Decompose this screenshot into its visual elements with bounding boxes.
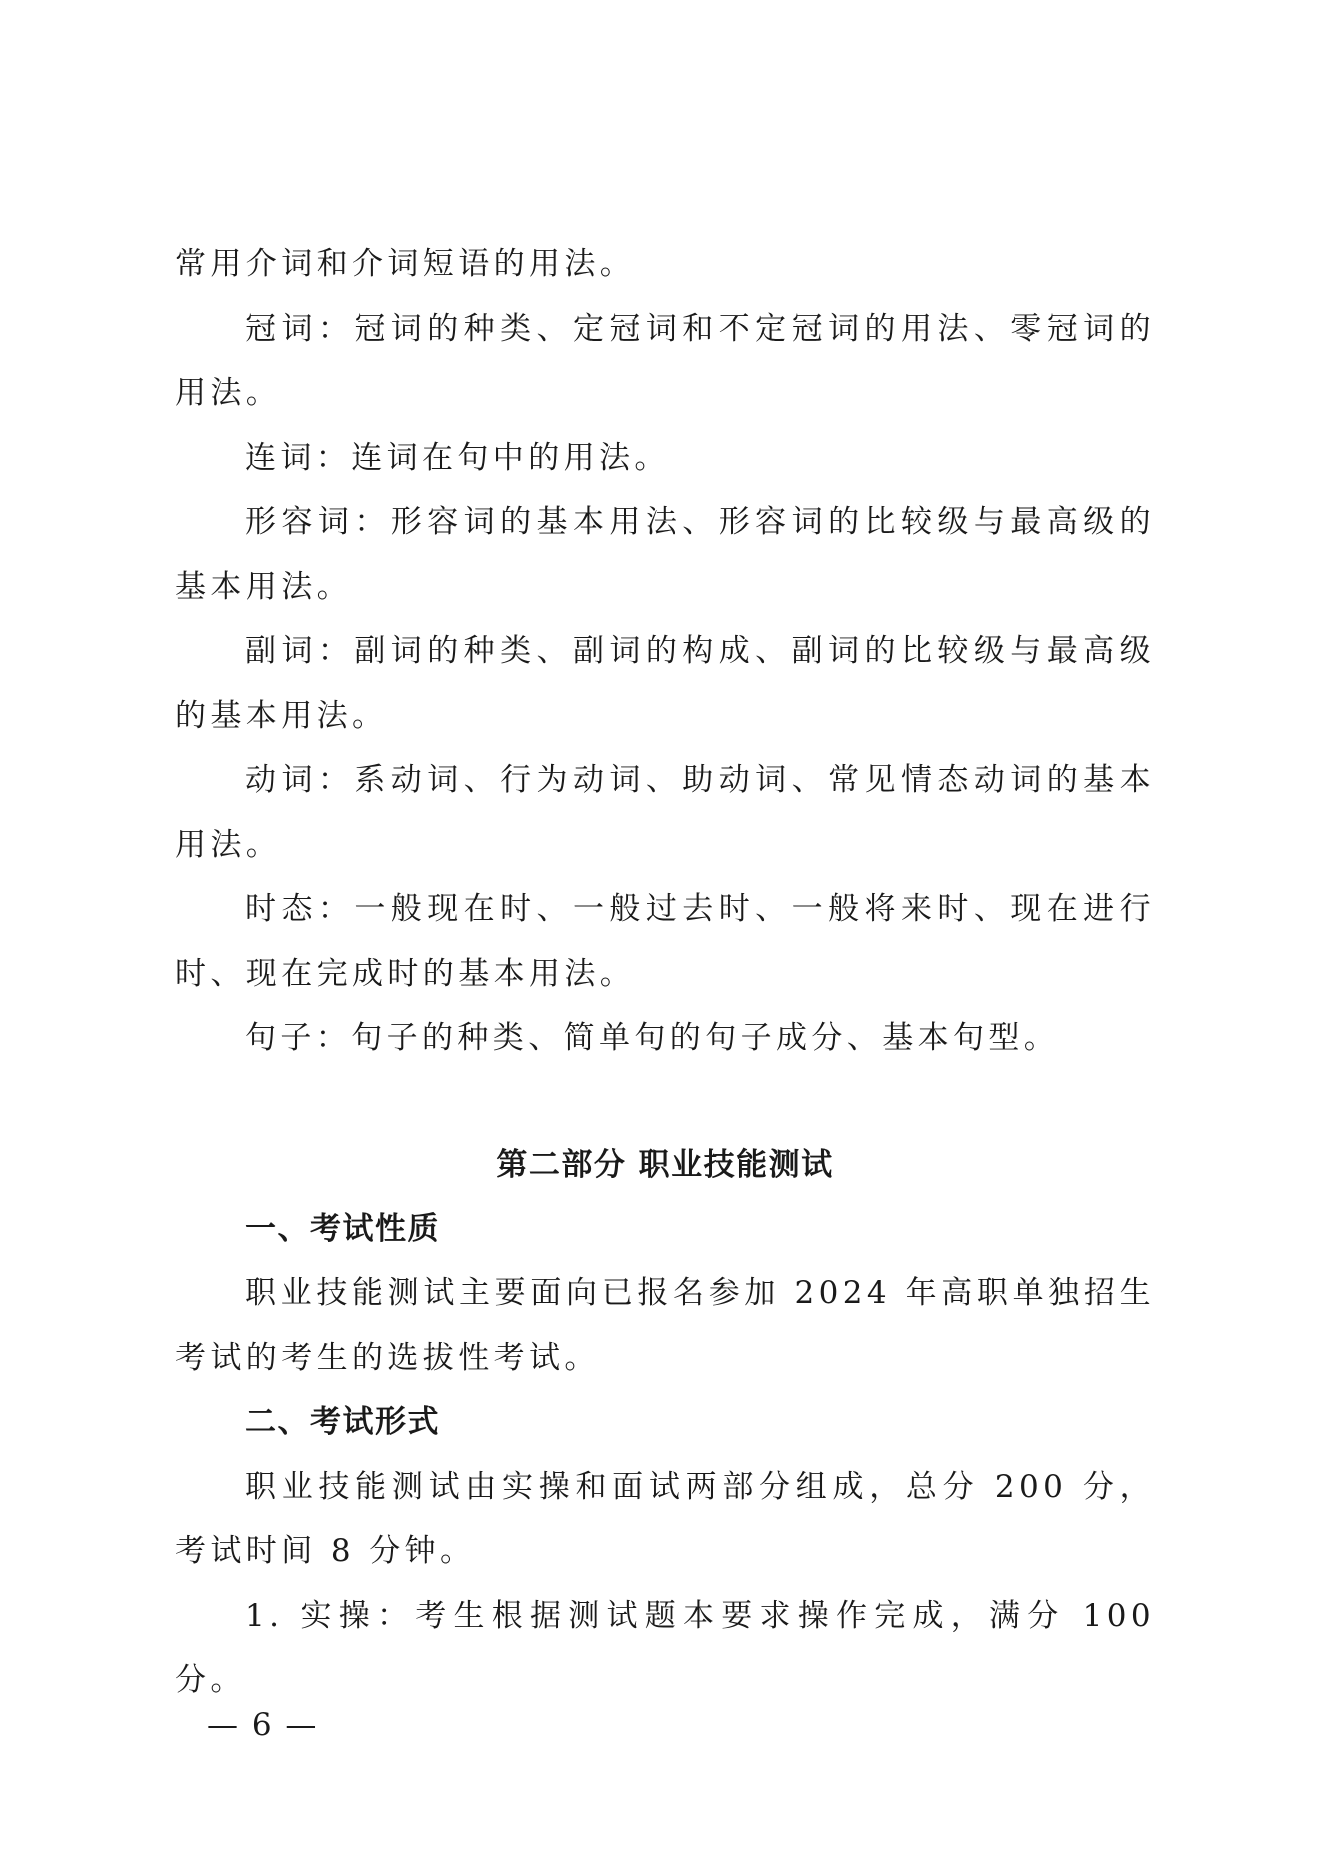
- paragraph-verbs: 动词：系动词、行为动词、助动词、常见情态动词的基本用法。: [175, 762, 1155, 863]
- part-title: 第二部分 职业技能测试: [496, 1146, 834, 1183]
- paragraph-exam-format: 职业技能测试由实操和面试两部分组成，总分 200 分，考试时间 8 分钟。: [175, 1468, 1155, 1569]
- paragraph-articles: 冠词：冠词的种类、定冠词和不定冠词的用法、零冠词的用法。: [175, 310, 1155, 411]
- paragraph-tenses: 时态：一般现在时、一般过去时、一般将来时、现在进行时、现在完成时的基本用法。: [175, 891, 1155, 992]
- document-body: [175, 232, 1155, 1713]
- section-heading-nature: 一、考试性质: [245, 1210, 440, 1247]
- section-heading-format: 二、考试形式: [245, 1404, 440, 1440]
- page-number: — 6 —: [207, 1707, 319, 1743]
- paragraph-sentences: 句子：句子的种类、简单句的句子成分、基本句型。: [245, 1020, 1060, 1056]
- paragraph-conjunctions: 连词：连词在句中的用法。: [245, 439, 670, 476]
- paragraph-adjectives: 形容词：形容词的基本用法、形容词的比较级与最高级的基本用法。: [175, 504, 1155, 605]
- paragraph-adverbs: 副词：副词的种类、副词的构成、副词的比较级与最高级的基本用法。: [175, 633, 1155, 734]
- paragraph-exam-nature: 职业技能测试主要面向已报名参加 2024 年高职单独招生考试的考生的选拔性考试。: [175, 1275, 1155, 1376]
- paragraph-prepositions: 常用介词和介词短语的用法。: [175, 246, 636, 282]
- paragraph-practical-item: 1. 实操：考生根据测试题本要求操作完成，满分 100 分。: [175, 1597, 1155, 1698]
